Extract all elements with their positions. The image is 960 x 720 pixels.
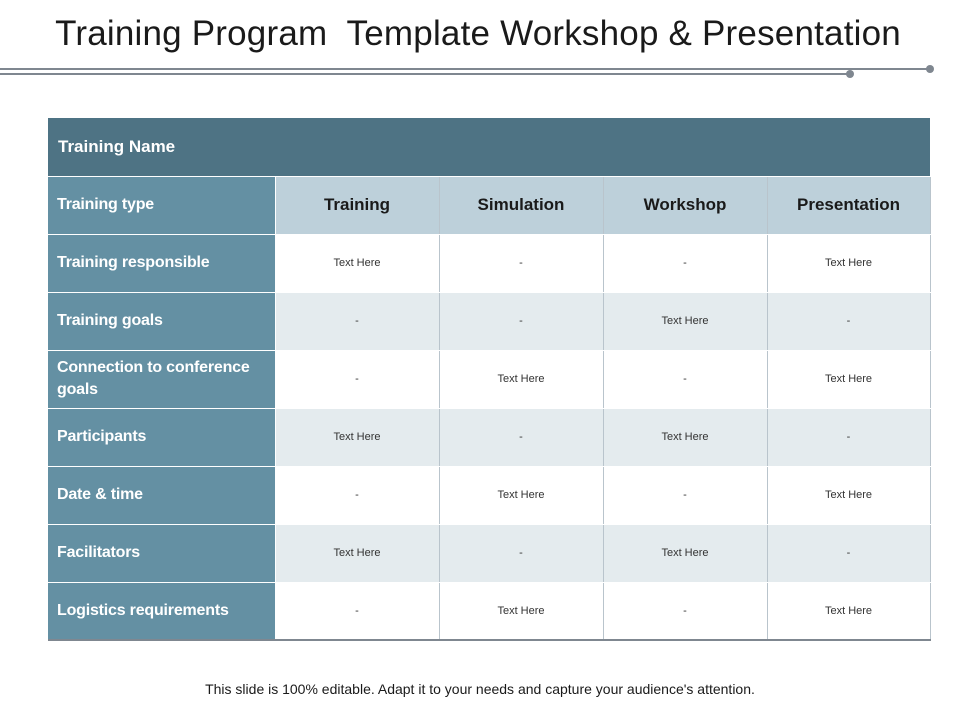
table-cell: - (439, 408, 603, 466)
table-cell: Text Here (767, 466, 930, 524)
rule-end-dot-bottom (846, 70, 854, 78)
title-rule-top (0, 68, 930, 70)
table-cell: Text Here (603, 524, 767, 582)
table-row (48, 466, 930, 524)
title-rule-bottom (0, 73, 850, 75)
table-cell: - (275, 582, 439, 640)
table-cell: - (439, 292, 603, 350)
table-cell: - (275, 350, 439, 408)
row-label: Participants (48, 408, 275, 466)
table-cell: - (767, 292, 930, 350)
table-cell: - (767, 408, 930, 466)
column-header-workshop: Workshop (603, 176, 767, 234)
table-row (48, 234, 930, 292)
footer-note: This slide is 100% editable. Adapt it to your needs and capture your audience's attention. (205, 681, 755, 697)
table-cell: Text Here (767, 350, 930, 408)
column-header-row (48, 176, 930, 234)
column-header-simulation: Simulation (439, 176, 603, 234)
table-cell: - (603, 234, 767, 292)
table-cell: Text Here (275, 408, 439, 466)
row-label: Facilitators (48, 524, 275, 582)
column-header-presentation: Presentation (767, 176, 930, 234)
table-cell: Text Here (439, 466, 603, 524)
table-row (48, 350, 930, 408)
table-cell: Text Here (439, 582, 603, 640)
table-cell: - (767, 524, 930, 582)
table-row (48, 292, 930, 350)
row-label: Training responsible (48, 234, 275, 292)
row-label: Connection to conference goals (48, 350, 275, 408)
training-name-header: Training Name (48, 118, 930, 176)
table-cell: Text Here (275, 524, 439, 582)
column-header-training: Training (275, 176, 439, 234)
table-cell: Text Here (603, 408, 767, 466)
table-cell: - (603, 466, 767, 524)
table-title-row (48, 118, 930, 176)
table-row (48, 582, 930, 640)
row-label: Logistics requirements (48, 582, 275, 640)
table-cell: - (603, 582, 767, 640)
rule-end-dot-top (926, 65, 934, 73)
table-cell: Text Here (275, 234, 439, 292)
table-cell: - (275, 292, 439, 350)
slide-title: Training Program Template Workshop & Presentation (55, 14, 901, 53)
table-cell: Text Here (767, 582, 930, 640)
row-label: Training goals (48, 292, 275, 350)
row-label: Date & time (48, 466, 275, 524)
table-cell: - (439, 524, 603, 582)
table-cell: Text Here (767, 234, 930, 292)
table-cell: Text Here (603, 292, 767, 350)
table-cell: - (275, 466, 439, 524)
table-cell: - (603, 350, 767, 408)
table-cell: - (439, 234, 603, 292)
training-program-table (48, 118, 931, 641)
table-row (48, 408, 930, 466)
table-cell: Text Here (439, 350, 603, 408)
table-row (48, 524, 930, 582)
training-type-label: Training type (48, 176, 275, 234)
